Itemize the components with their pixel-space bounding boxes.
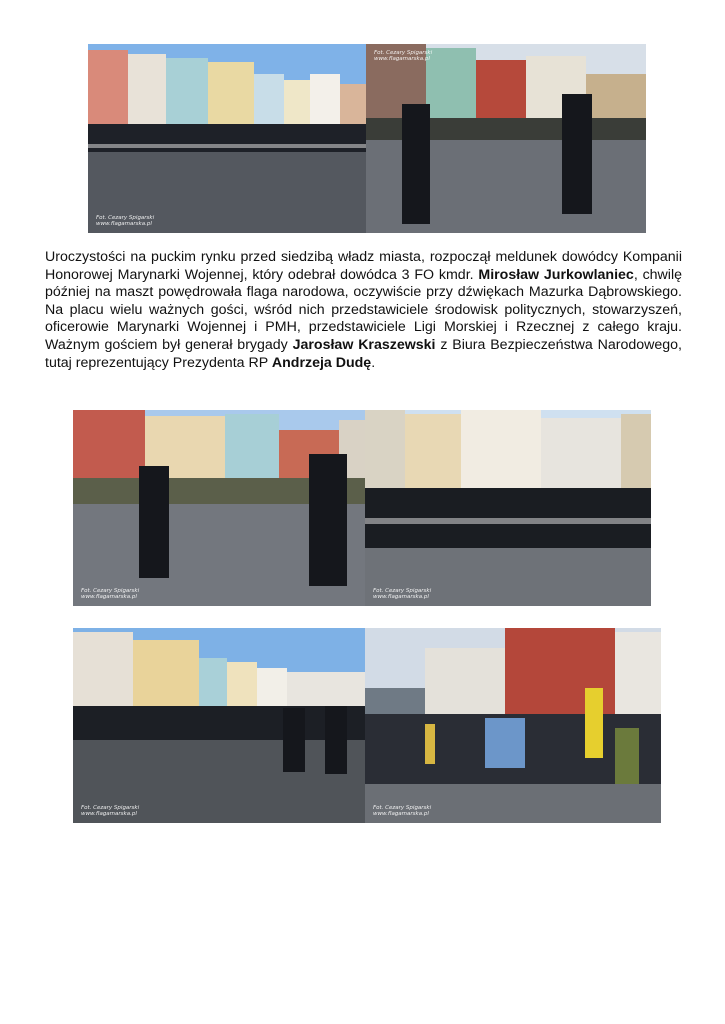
photo-credit [96,215,154,227]
credit-author: Fot. Cezary Spigarski [81,805,140,811]
credit-site: www.flagamarska.pl [373,811,429,817]
photo-company-and-commanders [73,628,365,823]
text-segment: z Biura Bezpieczeństwa Narodowego, tutaj reprezentujący Prezydenta RP [45,336,682,371]
credit-site: www.flagamarska.pl [96,221,152,227]
photo-credit [373,805,431,817]
credit-site: www.flagamarska.pl [374,56,430,62]
photo-honor-company-square [88,44,366,233]
credit-site: www.flagamarska.pl [81,811,137,817]
credit-author: Fot. Cezary Spigarski [96,215,155,221]
photo-credit [374,50,432,62]
photo-credit [373,588,431,600]
text-segment: . [371,354,376,371]
credit-author: Fot. Cezary Spigarski [373,805,432,811]
credit-site: www.flagamarska.pl [81,594,137,600]
photo-color-guards [365,628,661,823]
credit-author: Fot. Cezary Spigarski [81,588,140,594]
photo-credit [81,805,139,817]
text-segment: Uroczystości na puckim rynku przed siedzibą władz miasta, rozpoczął meldunek dowódcy Kompanii Honorowej Marynarki Wojennej, który odebrał dowódca 3 FO kmdr. [45,249,682,283]
person-name: Mirosław Jurkowlaniec [478,266,634,283]
photo-credit [81,588,139,600]
photo-report-to-commander [366,44,646,233]
text-segment: , chwilę później na maszt powędrowała flaga narodowa, oczywiście przy dźwiękach Mazurka Dąbrowskiego. Na placu wielu ważnych gości, wśród nich przedstawiciele środowisk politycznych, stowarzyszeń, oficerowie Marynarki Wojennej i PMH, przedstawiciele Ligi Morskiej i Rzecznej z całego kraju. Ważnym gościem był generał brygady [45,266,682,353]
credit-author: Fot. Cezary Spigarski [374,50,433,56]
event-description [45,249,682,372]
person-name: Andrzeja Dudę [271,354,372,371]
photo-company-march [365,410,651,606]
credit-site: www.flagamarska.pl [373,594,429,600]
photo-report-in-front-of-company [73,410,365,606]
credit-author: Fot. Cezary Spigarski [373,588,432,594]
person-name: Jarosław Kraszewski [292,336,436,353]
